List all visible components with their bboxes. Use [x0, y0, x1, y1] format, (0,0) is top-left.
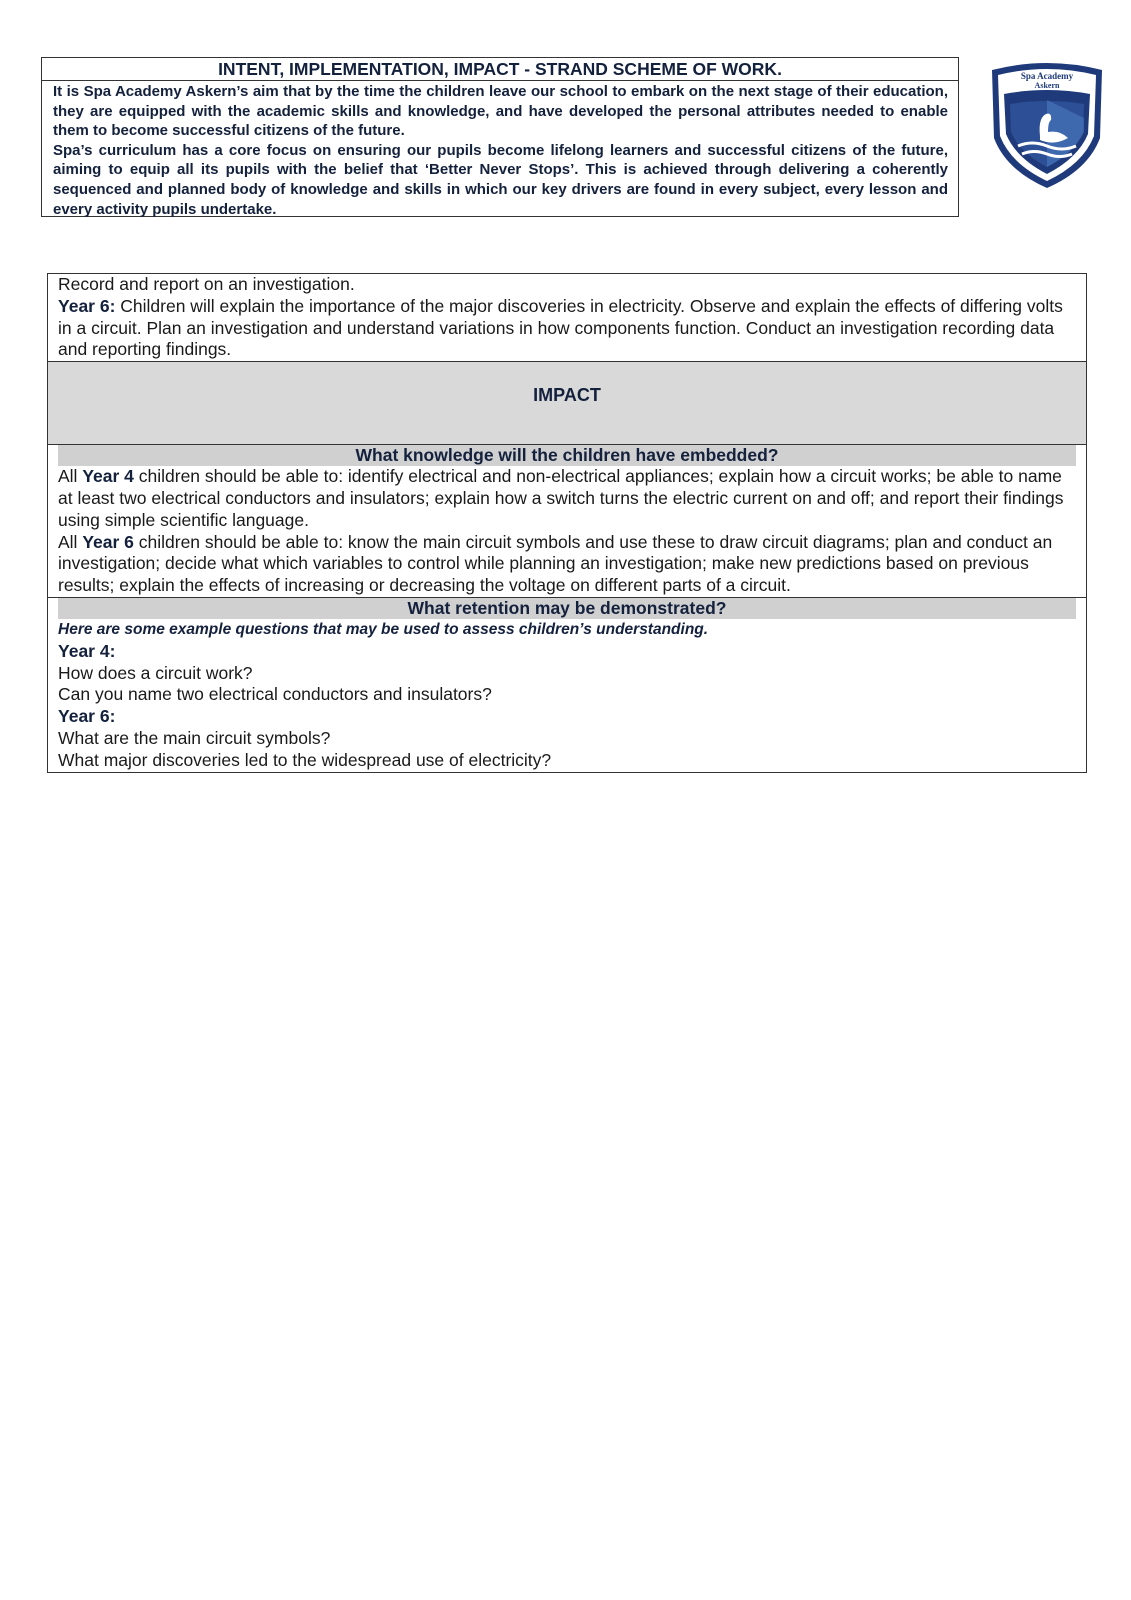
year6-questions-label: Year 6:	[58, 706, 116, 727]
retention-note: Here are some example questions that may be used to assess children’s understanding.	[58, 620, 709, 638]
implementation-section	[48, 274, 1086, 362]
knowledge-year4	[58, 466, 1076, 531]
logo-text-line2: Askern	[1034, 81, 1060, 90]
intent-paragraph-1: It is Spa Academy Askern’s aim that by the time the children leave our school to embark on the next stage of their education, they are equipped with the academic skills and knowledge, and have developed the personal attributes needed to enable them to become successful citizens of the future.	[53, 83, 948, 140]
retention-section	[48, 598, 1086, 772]
year4-question-1: How does a circuit work?	[58, 662, 253, 683]
intent-header-box	[41, 57, 959, 217]
year4-question-2: Can you name two electrical conductors and insulators?	[58, 684, 492, 705]
retention-heading: What retention may be demonstrated?	[58, 598, 1076, 619]
logo-text-line1: Spa Academy	[1020, 71, 1074, 81]
year6-label: Year 6:	[58, 295, 116, 316]
page-title: INTENT, IMPLEMENTATION, IMPACT - STRAND SCHEME OF WORK.	[42, 58, 958, 81]
year4-prefix: All	[58, 466, 83, 487]
scheme-table	[47, 273, 1087, 773]
year4-label: Year 4	[82, 466, 134, 487]
intent-statement	[42, 81, 958, 219]
impact-heading: IMPACT	[48, 362, 1086, 445]
year6-question-1: What are the main circuit symbols?	[58, 727, 331, 748]
implementation-year6	[58, 296, 1076, 361]
year6-knowledge-text: children should be able to: know the main circuit symbols and use these to draw circuit diagrams; plan and conduct an investigation; decide what which variables to control while planning an investigation; make new predictions based on previous results; explain the effects of increasing or decreasing the voltage on different parts of a circuit.	[58, 531, 1053, 596]
knowledge-year6	[58, 532, 1076, 597]
year6-knowledge-label: Year 6	[82, 531, 134, 552]
knowledge-section	[48, 445, 1086, 598]
year6-prefix: All	[58, 531, 83, 552]
implementation-line: Record and report on an investigation.	[58, 274, 355, 294]
intent-paragraph-2: Spa’s curriculum has a core focus on ensuring our pupils become lifelong learners and successful citizens of the future, aiming to equip all its pupils with the belief that ‘Better Never Stops’. This is achieved through delivering a coherently sequenced and planned body of knowledge and skills in which our key drivers are found in every subject, every lesson and every activity pupils undertake.	[53, 141, 948, 218]
school-crest-logo	[988, 60, 1106, 192]
year4-text: children should be able to: identify electrical and non-electrical appliances; explain how a circuit works; be able to name at least two electrical conductors and insulators; explain how a switch turns the electric current on and off; and report their findings using simple scientific language.	[58, 466, 1064, 530]
knowledge-heading: What knowledge will the children have embedded?	[58, 445, 1076, 466]
year6-text: Children will explain the importance of the major discoveries in electricity. Observe and explain the effects of differing volts in a circuit. Plan an investigation and understand variations in how components function. Conduct an investigation recording data and reporting findings.	[58, 295, 1063, 360]
year6-question-2: What major discoveries led to the widespread use of electricity?	[58, 749, 552, 770]
year4-questions-label: Year 4:	[58, 640, 116, 661]
